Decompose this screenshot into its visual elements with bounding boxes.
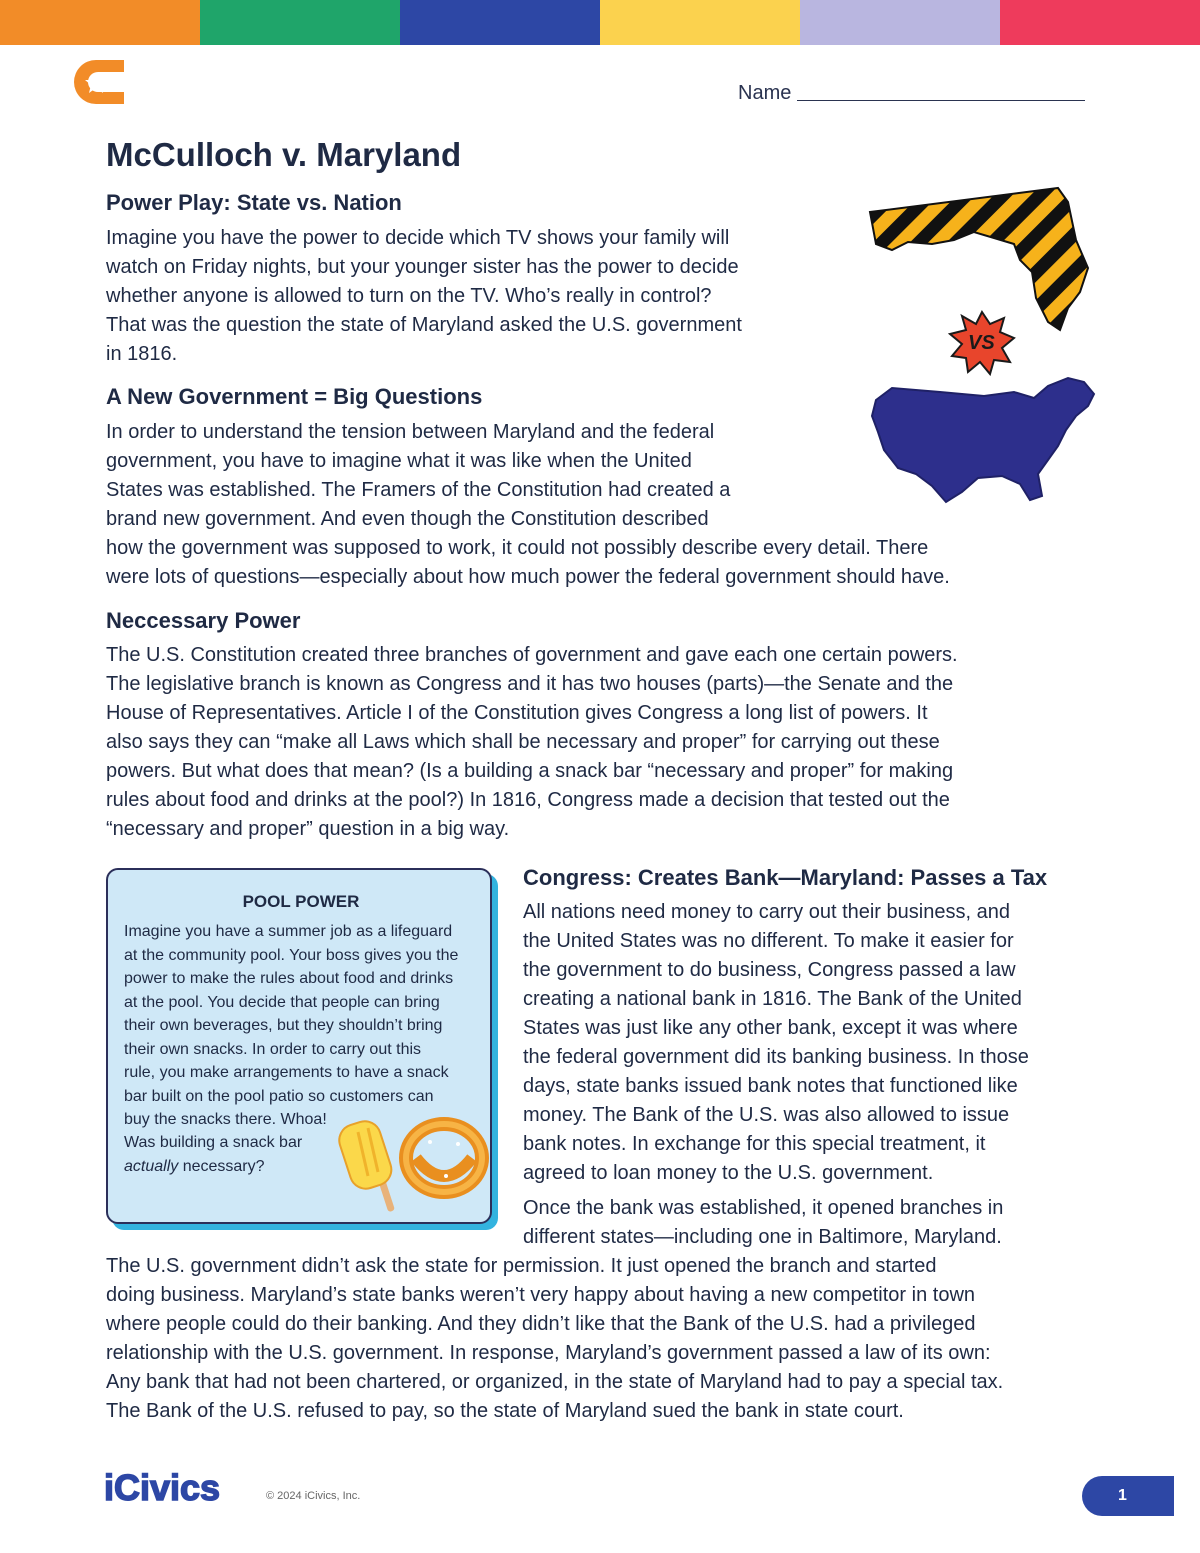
question-line: Was building a snack bar: [124, 1134, 303, 1151]
text-line: House of Representatives. Article I of the Constitution gives Congress a long list of powers. It: [106, 702, 928, 724]
text-line: brand new government. And even though the Constitution described: [106, 508, 709, 530]
heading-power-play: Power Play: State vs. Nation: [106, 190, 402, 215]
icivics-footer-logo: [104, 1466, 248, 1508]
stripe-green: [200, 0, 400, 45]
text-line: at the community pool. Your boss gives you the: [124, 946, 459, 964]
text-line: the federal government did its banking business. In those: [523, 1046, 1029, 1068]
text-line: Once the bank was established, it opened branches in: [523, 1197, 1004, 1219]
copyright-notice: © 2024 iCivics, Inc.: [266, 1490, 361, 1502]
text-line: where people could do their banking. And they didn’t like that the Bank of the U.S. had a privileged: [106, 1313, 976, 1335]
question-end: necessary?: [178, 1157, 265, 1175]
pool-power-title: POOL POWER: [242, 892, 360, 911]
text-line: All nations need money to carry out their business, and: [523, 901, 1010, 923]
text-line: agreed to loan money to the U.S. government.: [523, 1162, 934, 1184]
heading-bank-tax: Congress: Creates Bank—Maryland: Passes a Tax: [523, 865, 1048, 890]
vs-label: VS: [968, 332, 995, 354]
text-line: how the government was supposed to work, it could not possibly describe every detail. There: [106, 537, 929, 559]
text-line: Any bank that had not been chartered, or organized, in the state of Maryland had to pay a special tax.: [106, 1371, 1004, 1393]
text-line: power to make the rules about food and drinks: [124, 970, 454, 987]
text-line: States was established. The Framers of the Constitution had created a: [106, 479, 731, 501]
text-line: The legislative branch is known as Congress and it has two houses (parts)—the Senate and the: [106, 673, 954, 695]
stripe-lavender: [800, 0, 1000, 45]
maryland-vs-usa-illustration: [862, 180, 1102, 520]
text-line: days, state banks issued bank notes that functioned like: [523, 1075, 1018, 1097]
page-number-badge: [1082, 1476, 1174, 1516]
bank-branch-paragraph-continued: [106, 1252, 1003, 1426]
text-line: doing business. Maryland’s state banks weren’t very happy about having a new competitor in town: [106, 1284, 976, 1306]
stripe-blue: [400, 0, 600, 45]
stripe-orange: [0, 0, 200, 45]
name-label: Name: [738, 82, 792, 104]
text-line: creating a national bank in 1816. The Bank of the United: [523, 988, 1022, 1010]
text-line: That was the question the state of Maryland asked the U.S. government: [106, 314, 742, 336]
page-number: 1: [1118, 1487, 1127, 1504]
text-line: different states—including one in Baltimore, Maryland.: [523, 1226, 1002, 1248]
question-emphasis: actually: [124, 1157, 179, 1175]
text-line: their own beverages, but they shouldn’t bring: [124, 1017, 443, 1034]
text-line: The U.S. government didn’t ask the state for permission. It just opened the branch and started: [106, 1255, 937, 1277]
text-line: also says they can “make all Laws which shall be necessary and proper” for carrying out these: [106, 731, 940, 753]
text-line: buy the snacks there. Whoa!: [124, 1111, 327, 1128]
icivics-c-logo-icon: [66, 52, 128, 112]
text-line: government, you have to imagine what it was like when the United: [106, 450, 692, 472]
bank-tax-paragraph: [523, 898, 1029, 1188]
text-line: bank notes. In exchange for this special treatment, it: [523, 1133, 986, 1155]
bank-branch-paragraph: [523, 1194, 1003, 1252]
pool-power-callout: [106, 868, 492, 1224]
text-line: the government to do business, Congress passed a law: [523, 959, 1016, 981]
text-line: The U.S. Constitution created three branches of government and gave each one certain powers.: [106, 644, 958, 666]
text-line: powers. But what does that mean? (Is a building a snack bar “necessary and proper” for making: [106, 760, 954, 782]
text-line: rule, you make arrangements to have a snack: [124, 1064, 449, 1081]
text-line: the United States was no different. To make it easier for: [523, 930, 1014, 952]
stripe-yellow: [600, 0, 800, 45]
power-play-paragraph: [106, 224, 742, 369]
brand-wordmark: iCivics: [104, 1467, 221, 1508]
text-line: their own snacks. In order to carry out this: [124, 1040, 422, 1058]
necessary-power-paragraph: [106, 641, 958, 844]
text-line: In order to understand the tension between Maryland and the federal: [106, 421, 715, 443]
heading-new-government: A New Government = Big Questions: [106, 384, 483, 409]
pool-power-text: [124, 920, 486, 1132]
text-line: money. The Bank of the U.S. was also allowed to issue: [523, 1104, 1010, 1126]
name-field[interactable]: [738, 82, 1085, 105]
new-government-paragraph: [106, 418, 950, 592]
text-line: States was just like any other bank, except it was where: [523, 1017, 1018, 1039]
popsicle-icon: [335, 1117, 395, 1212]
stripe-pink: [1000, 0, 1200, 45]
top-color-stripes: [0, 0, 1200, 45]
text-line: in 1816.: [106, 343, 178, 365]
text-line: at the pool. You decide that people can bring: [124, 993, 440, 1011]
maryland-map-icon: [870, 188, 1088, 330]
text-line: relationship with the U.S. government. In response, Maryland’s government passed a law of its own:: [106, 1342, 991, 1364]
text-line: watch on Friday nights, but your younger sister has the power to decide: [106, 256, 739, 278]
text-line: The Bank of the U.S. refused to pay, so the state of Maryland sued the bank in state court.: [106, 1400, 904, 1422]
name-blank-line[interactable]: [797, 100, 1085, 101]
text-line: “necessary and proper” question in a big way.: [106, 818, 510, 840]
popsicle-and-pretzel-illustration: [334, 1114, 494, 1224]
text-line: rules about food and drinks at the pool?) In 1816, Congress made a decision that tested out the: [106, 789, 950, 811]
heading-necessary-power: Neccessary Power: [106, 608, 301, 633]
text-line: Imagine you have a summer job as a lifeguard: [124, 923, 453, 940]
text-line: bar built on the pool patio so customers can: [124, 1087, 434, 1105]
pretzel-icon: [406, 1124, 482, 1192]
text-line: were lots of questions—especially about how much power the federal government should have.: [106, 566, 950, 588]
page-title: McCulloch v. Maryland: [106, 136, 462, 173]
pool-power-question: [124, 1131, 302, 1178]
text-line: Imagine you have the power to decide which TV shows your family will: [106, 227, 730, 249]
text-line: whether anyone is allowed to turn on the TV. Who’s really in control?: [106, 285, 712, 307]
usa-map-icon: [872, 378, 1094, 502]
vs-burst-icon: [950, 312, 1014, 374]
